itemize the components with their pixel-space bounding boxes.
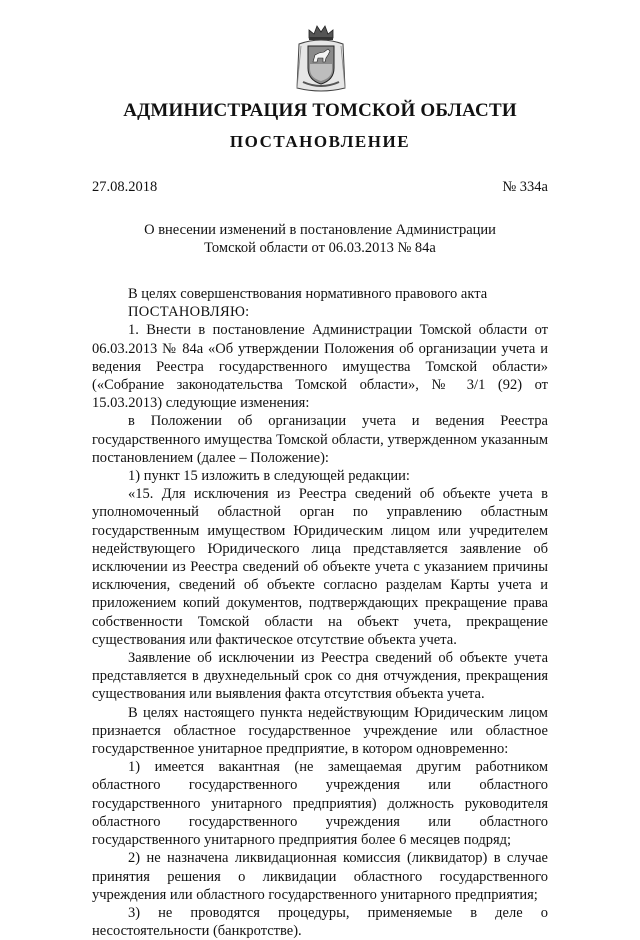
coat-of-arms-graphic bbox=[295, 22, 347, 94]
document-subject bbox=[92, 221, 548, 257]
coat-of-arms-icon bbox=[295, 22, 347, 94]
body-paragraph: В целях настоящего пункта недействующим Юридическим лицом признается областное государственное учреждение или областное государственное унитарное предприятие, в котором одновременно: bbox=[92, 704, 548, 758]
body-paragraph: 1. Внести в постановление Администрации Томской области от 06.03.2013 № 84а «Об утверждении Положения об организации учета и ведения Реестра государственного имущества Томской области» («Собрание законодательства Томской области», № 3/1 (92) от 15.03.2013) следующие изменения: bbox=[92, 322, 548, 412]
body-paragraph: 1) пункт 15 изложить в следующей редакции: bbox=[128, 468, 410, 485]
document-type-title: ПОСТАНОВЛЕНИЕ bbox=[229, 132, 411, 151]
body-paragraph: 3) не проводятся процедуры, применяемые в деле о несостоятельности (банкротстве). bbox=[92, 904, 548, 940]
organization-title: АДМИНИСТРАЦИЯ ТОМСКОЙ ОБЛАСТИ bbox=[123, 100, 517, 121]
document-date: 27.08.2018 bbox=[92, 179, 158, 195]
body-paragraph: Заявление об исключении из Реестра сведений об объекте учета представляется в двухнедельный срок со дня отчуждения, прекращения существования или выявления факта отсутствия объекта учета. bbox=[92, 650, 548, 703]
preamble-paragraph: В целях совершенствования нормативного правового акта bbox=[128, 286, 488, 302]
body-paragraph: «15. Для исключения из Реестра сведений об объекте учета в уполномоченный областной орган по управлению областным государственным имуществом Юридическим лицом или учредителем недействующего Юридического лица представляется заявление об исключении из Реестра сведений об объекте учета с указанием причины исключения, сведений об объекте согласно разделам Карты учета и приложением копий документов, подтверждающих прекращение права собственности Томской области на объект учета, прекращение существования или фактическое отсутствие объекта учета. bbox=[92, 486, 548, 648]
body-paragraph: в Положении об организации учета и ведения Реестра государственного имущества Томской области, утвержденном указанным постановлением (далее – Положение): bbox=[92, 413, 548, 466]
subject-line: Томской области от 06.03.2013 № 84а bbox=[204, 240, 436, 256]
decree-word: ПОСТАНОВЛЯЮ: bbox=[128, 304, 250, 321]
body-paragraph: 2) не назначена ликвидационная комиссия (ликвидатор) в случае принятия решения о ликвидации областного государственного учреждения или областного государственного унитарного предприятия; bbox=[92, 850, 548, 903]
subject-line: О внесении изменений в постановление Администрации bbox=[144, 222, 496, 238]
body-paragraph: 1) имеется вакантная (не замещаемая другим работником областного государственного учреждения или областного государственного унитарного предприятия) должность руководителя областного государственного учреждения или областного государственного унитарного предприятия более 6 месяцев подряд; bbox=[92, 759, 548, 849]
document-number: № 334а bbox=[502, 179, 548, 195]
document-body bbox=[92, 285, 548, 940]
